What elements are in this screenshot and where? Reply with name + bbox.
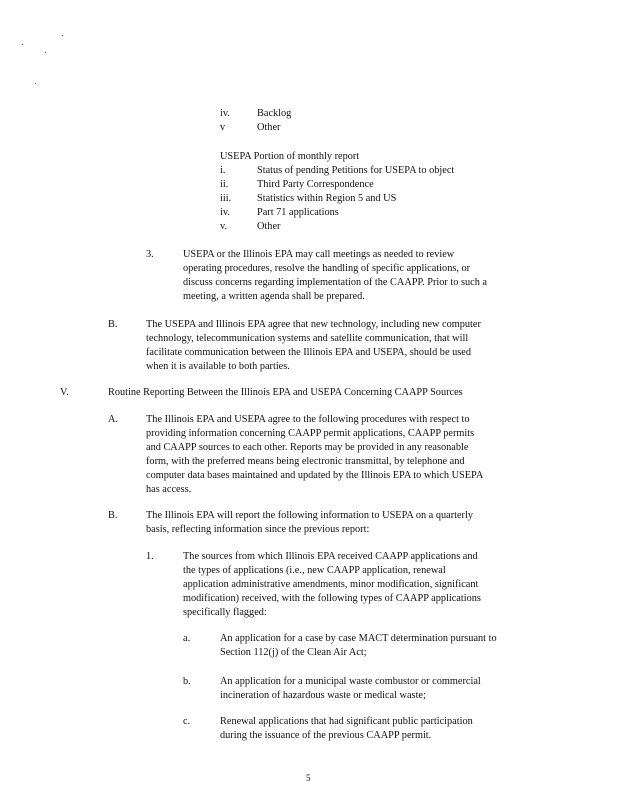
text-line: during the issuance of the previous CAAPP permit. [220, 730, 432, 741]
list-text: Backlog [257, 108, 292, 119]
text-line: and CAAPP sources to each other. Reports may be provided in any reasonable [146, 442, 469, 453]
item-b-reporting-paragraph [146, 509, 473, 537]
text-line: operating procedures, resolve the handling of specific applications, or [183, 263, 471, 274]
text-line: basis, reflecting information since the previous report: [146, 524, 370, 535]
text-line: Section 112(j) of the Clean Air Act; [220, 647, 367, 658]
page-number: 5 [306, 773, 311, 783]
text-line: technology, telecommunication systems and satellite communication, that will [146, 333, 469, 344]
text-line: An application for a municipal waste combustor or commercial [220, 676, 481, 687]
list-text: Part 71 applications [257, 207, 339, 218]
list-num: iv. [220, 207, 230, 218]
text-line: discuss concerns regarding implementation of the CAAPP. Prior to such a [183, 277, 487, 288]
text-line: has access. [146, 484, 192, 495]
subitem-c-paragraph [220, 715, 473, 743]
item-letter: B. [108, 319, 118, 330]
text-line: The USEPA and Illinois EPA agree that new technology, including new computer [146, 319, 481, 330]
item-b-technology-paragraph [146, 318, 481, 374]
section-number: V. [60, 387, 69, 398]
subitem-b-paragraph [220, 675, 481, 703]
text-line: The sources from which Illinois EPA received CAAPP applications and [183, 551, 478, 562]
text-line: USEPA or the Illinois EPA may call meetings as needed to review [183, 249, 455, 260]
list-num: i. [220, 165, 226, 176]
list-num: v [220, 122, 226, 133]
item-letter: B. [108, 510, 118, 521]
text-line: facilitate communication between the Illinois EPA and USEPA, should be used [146, 347, 471, 358]
scan-speck [22, 44, 23, 45]
text-line: providing information concerning CAAPP permit applications, CAAPP permits [146, 428, 475, 439]
list-text: Other [257, 122, 281, 133]
text-line: meeting, a written agenda shall be prepared. [183, 291, 365, 302]
text-line: The Illinois EPA and USEPA agree to the following procedures with respect to [146, 414, 470, 425]
text-line: form, with the preferred means being electronic transmittal, by telephone and [146, 456, 465, 467]
text-line: computer data bases maintained and updated by the Illinois EPA to which USEPA [146, 470, 484, 481]
text-line: specifically flagged: [183, 607, 267, 618]
list-num: iii. [220, 193, 232, 204]
list-text: Status of pending Petitions for USEPA to object [257, 165, 455, 176]
item-number: 1. [146, 551, 154, 562]
scan-speck [62, 35, 63, 36]
list-text: Third Party Correspondence [257, 179, 374, 190]
item-letter: A. [108, 414, 119, 425]
text-line: incineration of hazardous waste or medical waste; [220, 690, 426, 701]
section-title: Routine Reporting Between the Illinois EPA and USEPA Concerning CAAPP Sources [108, 387, 463, 398]
list-text: Other [257, 221, 281, 232]
subitem-letter: c. [183, 716, 191, 727]
text-line: modification) received, with the following types of CAAPP applications [183, 593, 481, 604]
scan-speck [45, 52, 46, 53]
list-text: Statistics within Region 5 and US [257, 193, 397, 204]
subitem-letter: a. [183, 633, 191, 644]
subitem-a-paragraph [220, 632, 497, 660]
list-num: iv. [220, 108, 230, 119]
text-line: An application for a case by case MACT determination pursuant to [220, 633, 497, 644]
text-line: The Illinois EPA will report the following information to USEPA on a quarterly [146, 510, 473, 521]
item-3-paragraph [183, 248, 487, 304]
text-line: application administrative amendments, minor modification, significant [183, 579, 479, 590]
scan-speck [35, 83, 36, 84]
list-num: ii. [220, 179, 229, 190]
text-line: Renewal applications that had significant public participation [220, 716, 473, 727]
item-a-paragraph [146, 413, 483, 497]
list-num: v. [220, 221, 228, 232]
text-line: the types of applications (i.e., new CAAPP application, renewal [183, 565, 446, 576]
subitem-letter: b. [183, 676, 191, 687]
item-number: 3. [146, 249, 154, 260]
usepa-heading: USEPA Portion of monthly report [220, 151, 360, 162]
text-line: when it is available to both parties. [146, 361, 290, 372]
item-1-paragraph [183, 550, 481, 620]
